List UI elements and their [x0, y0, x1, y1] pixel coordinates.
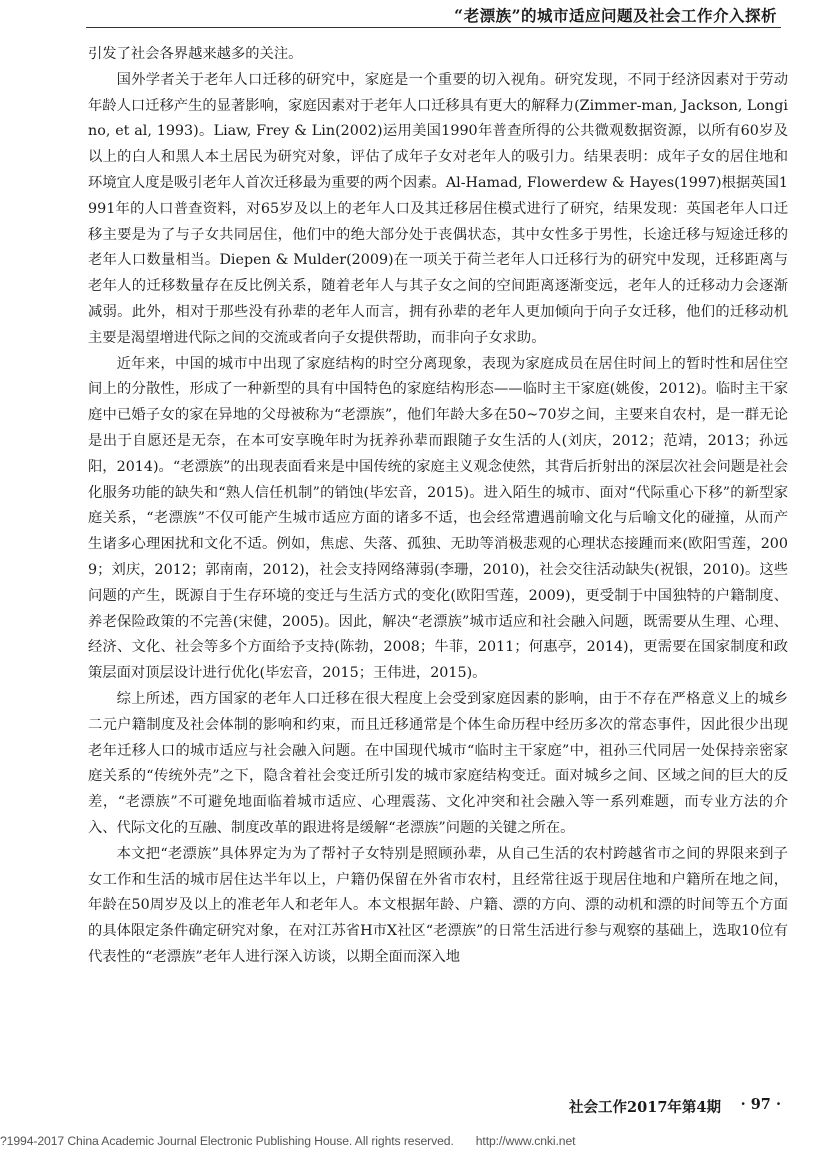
journal-issue: 社会工作2017年第4期 [569, 1099, 721, 1116]
running-header-title: “老漂族”的城市适应问题及社会工作介入探析 [454, 6, 777, 25]
page-number: · 97 · [740, 1096, 781, 1113]
article-body [88, 42, 788, 971]
cnki-url: http://www.cnki.net [475, 1134, 576, 1148]
running-footer [88, 1096, 781, 1120]
header-rule [86, 27, 781, 28]
paragraph: 引发了社会各界越来越多的关注。 [88, 46, 303, 62]
copyright-notice: ?1994-2017 China Academic Journal Electronic Publishing House. All rights reserved. [0, 1134, 454, 1148]
paragraph: 国外学者关于老年人口迁移的研究中，家庭是一个重要的切入视角。研究发现，不同于经济因素对于劳动年龄人口迁移产生的显著影响，家庭因素对于老年人口迁移具有更大的解释力(Zimmer-man, Jackson, Longino, et al, 1993)。Liaw, Frey & Lin(2002)运用美国1990年普查所得的公共微观数据资源，以所有60岁及以上的白人和黑人本土居民为研究对象，评估了成年子女对老年人的吸引力。结果表明：成年子女的居住地和环境宜人度是吸引老年人首次迁移最为重要的两个因素。Al-Hamad, Flowerdew & Hayes(1997)根据英国1991年的人口普查资料，对65岁及以上的老年人口及其迁移居住模式进行了研究，结果发现：英国老年人口迁移主要是为了与子女共同居住，他们中的绝大部分处于丧偶状态，其中女性多于男性，长途迁移与短途迁移的老年人口数量相当。Diepen & Mulder(2009)在一项关于荷兰老年人口迁移行为的研究中发现，迁移距离与老年人的迁移数量存在反比例关系，随着老年人与其子女之间的空间距离逐渐变远，老年人的迁移动力会逐渐减弱。此外，相对于那些没有孙辈的老年人而言，拥有孙辈的老年人更加倾向于向子女迁移，他们的迁移动机主要是渴望增进代际之间的交流或者向子女提供帮助，而非向子女求助。 [88, 71, 788, 346]
paragraph: 综上所述，西方国家的老年人口迁移在很大程度上会受到家庭因素的影响，由于不存在严格意义上的城乡二元户籍制度及社会体制的影响和约束，而且迁移通常是个体生命历程中经历多次的常态事件，因此很少出现老年迁移人口的城市适应与社会融入问题。在中国现代城市“临时主干家庭”中，祖孙三代同居一处保持亲密家庭关系的“传统外壳”之下，隐含着社会变迁所引发的城市家庭结构变迁。面对城乡之间、区域之间的巨大的反差，“老漂族”不可避免地面临着城市适应、心理震荡、文化冲突和社会融入等一系列难题，而专业方法的介入、代际文化的互融、制度改革的跟进将是缓解“老漂族”问题的关键之所在。 [88, 690, 788, 836]
copyright-line [0, 1134, 817, 1148]
paragraph: 本文把“老漂族”具体界定为为了帮衬子女特别是照顾孙辈，从自己生活的农村跨越省市之间的界限来到子女工作和生活的城市居住达半年以上，户籍仍保留在外省市农村，且经常往返于现居住地和户籍所在地之间，年龄在50周岁及以上的准老年人和老年人。本文根据年龄、户籍、漂的方向、漂的动机和漂的时间等五个方面的具体限定条件确定研究对象，在对江苏省H市X社区“老漂族”的日常生活进行参与观察的基础上，选取10位有代表性的“老漂族”老年人进行深入访谈，以期全面而深入地 [88, 845, 788, 965]
paragraph: 近年来，中国的城市中出现了家庭结构的时空分离现象，表现为家庭成员在居住时间上的暂时性和居住空间上的分散性，形成了一种新型的具有中国特色的家庭结构形态——临时主干家庭(姚俊，2012)。临时主干家庭中已婚子女的家在异地的父母被称为“老漂族”，他们年龄大多在50~70岁之间，主要来自农村，是一群无论是出于自愿还是无奈，在本可安享晚年时为抚养孙辈而跟随子女生活的人(刘庆，2012；范靖，2013；孙远阳，2014)。“老漂族”的出现表面看来是中国传统的家庭主义观念使然，其背后折射出的深层次社会问题是社会化服务功能的缺失和“熟人信任机制”的销蚀(毕宏音，2015)。进入陌生的城市、面对“代际重心下移”的新型家庭关系，“老漂族”不仅可能产生城市适应方面的诸多不适，也会经常遭遇前喻文化与后喻文化的碰撞，从而产生诸多心理困扰和文化不适。例如，焦虑、失落、孤独、无助等消极悲观的心理状态接踵而来(欧阳雪莲，2009；刘庆，2012；郭南南，2012)，社会支持网络薄弱(李珊，2010)，社会交往活动缺失(祝银，2010)。这些问题的产生，既源自于生存环境的变迁与生活方式的变化(欧阳雪莲，2009)，更受制于中国独特的户籍制度、养老保险政策的不完善(宋健，2005)。因此，解决“老漂族”城市适应和社会融入问题，既需要从生理、心理、经济、文化、社会等多个方面给予支持(陈勃，2008；牛菲，2011；何惠亭，2014)，更需要在国家制度和政策层面对顶层设计进行优化(毕宏音，2015；王伟进，2015)。 [88, 355, 788, 682]
running-header [0, 0, 817, 30]
